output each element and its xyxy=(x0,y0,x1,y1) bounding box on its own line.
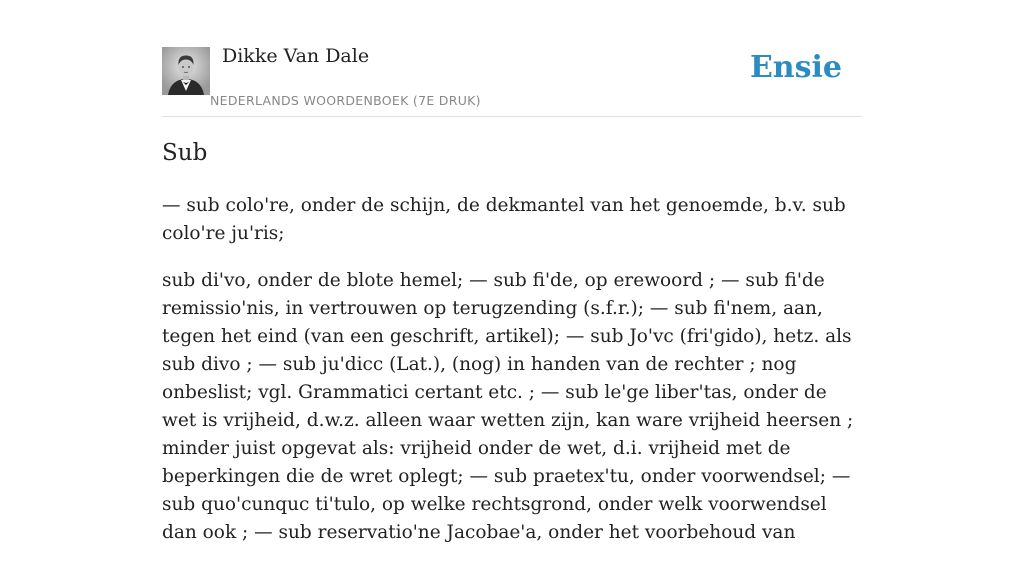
entry-title: Sub xyxy=(162,140,208,166)
dictionary-label[interactable]: NEDERLANDS WOORDENBOEK (7E DRUK) xyxy=(210,93,481,108)
page-container xyxy=(162,0,862,543)
header xyxy=(162,0,862,117)
brand-logo[interactable]: Ensie xyxy=(749,50,842,85)
author-portrait-icon xyxy=(162,47,210,95)
author-name[interactable]: Dikke Van Dale xyxy=(222,45,370,67)
entry-body xyxy=(162,192,862,566)
entry-paragraph: sub di'vo, onder de blote hemel; — sub fi'de, op erewoord ; — sub fi'de remissio'nis, in vertrouwen op terugzending (s.f.r.); — sub fi'nem, aan, tegen het eind (van een geschrift, artikel); — sub Jo'vc (fri'gido), hetz. als sub divo ; — sub ju'dicc (Lat.), (nog) in handen van de rechter ; nog onbeslist; vgl. Grammatici certant etc. ; — sub le'ge liber'tas, onder de wet is vrijheid, d.w.z. alleen waar wetten zijn, kan ware vrijheid heersen ; minder juist opgevat als: vrijheid onder de wet, d.i. vrijheid met de beperkingen die de wret oplegt; — sub praetex'tu, onder voorwendsel; — sub quo'cunquc ti'tulo, op welke rechtsgrond, onder welk voorwendsel dan ook ; — sub reservatio'ne Jacobae'a, onder het voorbehoud van xyxy=(162,270,854,543)
avatar[interactable] xyxy=(162,47,210,95)
entry-paragraph: — sub colo're, onder de schijn, de dekmantel van het genoemde, b.v. sub colo're ju'ris; xyxy=(162,195,846,244)
